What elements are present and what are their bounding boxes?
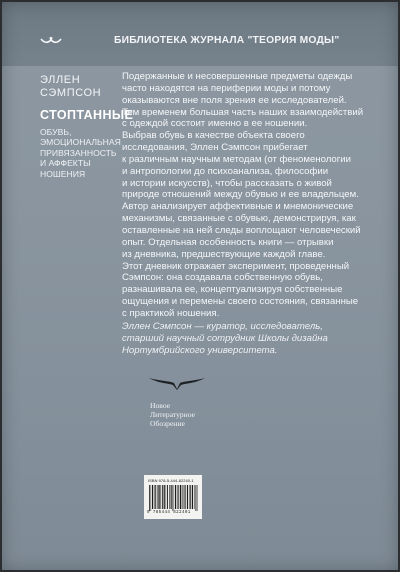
publisher-logo-icon xyxy=(148,372,206,390)
annotation-line: Выбрав обувь в качестве объекта своего xyxy=(122,130,305,142)
bio-line: старший научный сотрудник Школы дизайна xyxy=(122,333,328,344)
annotation-line: механизмы, связанные с обувью, демонстрируя, как xyxy=(122,213,356,225)
publisher-line: Обозрение xyxy=(150,419,185,429)
annotation-line: исследования, Эллен Сэмпсон прибегает xyxy=(122,142,308,154)
isbn-label: ISBN 978-5-444-82240-1 xyxy=(148,478,194,483)
annotation-line: разнашивала ее, концептуализируя собственные xyxy=(122,284,343,296)
subtitle-line: ПРИВЯЗАННОСТЬ xyxy=(40,147,117,158)
author-last-name: СЭМПСОН xyxy=(40,87,102,99)
annotation-line: с практикой ношения. xyxy=(122,307,220,319)
series-label: БИБЛИОТЕКА ЖУРНАЛА "ТЕОРИЯ МОДЫ" xyxy=(114,35,340,46)
publisher-line: Литературное xyxy=(150,410,196,420)
subtitle-line: И АФФЕКТЫ xyxy=(40,158,91,169)
annotation-line: к различным научным методам (от феноменологии xyxy=(122,153,351,165)
annotation-line: Сэмпсон: она создавала собственную обувь, xyxy=(122,272,323,284)
annotation-line: из дневника, предшествующие каждой главе. xyxy=(122,248,326,260)
annotation-line: опыт. Отдельная особенность книги — отрывки xyxy=(122,236,334,248)
annotation-line: Этот дневник отражает эксперимент, проведенный xyxy=(122,260,350,272)
annotation-line: Подержанные и несовершенные предметы одежды xyxy=(122,71,353,82)
publisher-name xyxy=(150,401,195,429)
bio-line: Эллен Сэмпсон — куратор, исследователь, xyxy=(122,321,323,332)
series-logo-icon xyxy=(40,36,62,46)
annotation-line: ощущения и перемены своего состояния, связанные xyxy=(122,296,359,308)
book-subtitle xyxy=(40,127,120,179)
bio-line: Нортумбрийского университета. xyxy=(122,345,278,356)
subtitle-line: ОБУВЬ, xyxy=(40,127,72,137)
annotation-line: Тем временем большая часть наших взаимодействий xyxy=(122,106,364,118)
annotation-line: Автор анализирует аффективные и мнемонические xyxy=(122,201,354,213)
barcode-digits: 9 785444 822401 xyxy=(147,511,191,515)
annotation-line: оказываются вне поля зрения ее исследователей. xyxy=(122,94,347,106)
author-bio xyxy=(122,321,362,357)
annotation-line: природе отношений между обувью и ее владельцем. xyxy=(122,189,359,201)
book-title: СТОПТАННЫЕ xyxy=(40,108,134,122)
publisher-line: Новое xyxy=(150,401,171,410)
series-header-band xyxy=(0,0,400,66)
subtitle-line: НОШЕНИЯ xyxy=(40,168,86,179)
barcode-sticker xyxy=(144,475,202,519)
author-name xyxy=(40,74,112,100)
annotation-line: оставленные на ней следы воплощают человеческий xyxy=(122,224,361,236)
annotation-line: и антропологии до психоанализа, философии xyxy=(122,165,329,177)
barcode-icon xyxy=(148,485,198,511)
book-annotation xyxy=(122,71,366,320)
author-first-name: ЭЛЛЕН xyxy=(40,74,81,86)
annotation-line: часто находятся на периферии моды и потому xyxy=(122,82,331,94)
annotation-line: и истории искусств), чтобы рассказать о живой xyxy=(122,177,332,189)
subtitle-line: ЭМОЦИОНАЛЬНАЯ xyxy=(40,137,121,148)
annotation-line: с одеждой состоит именно в ее ношении. xyxy=(122,118,308,130)
